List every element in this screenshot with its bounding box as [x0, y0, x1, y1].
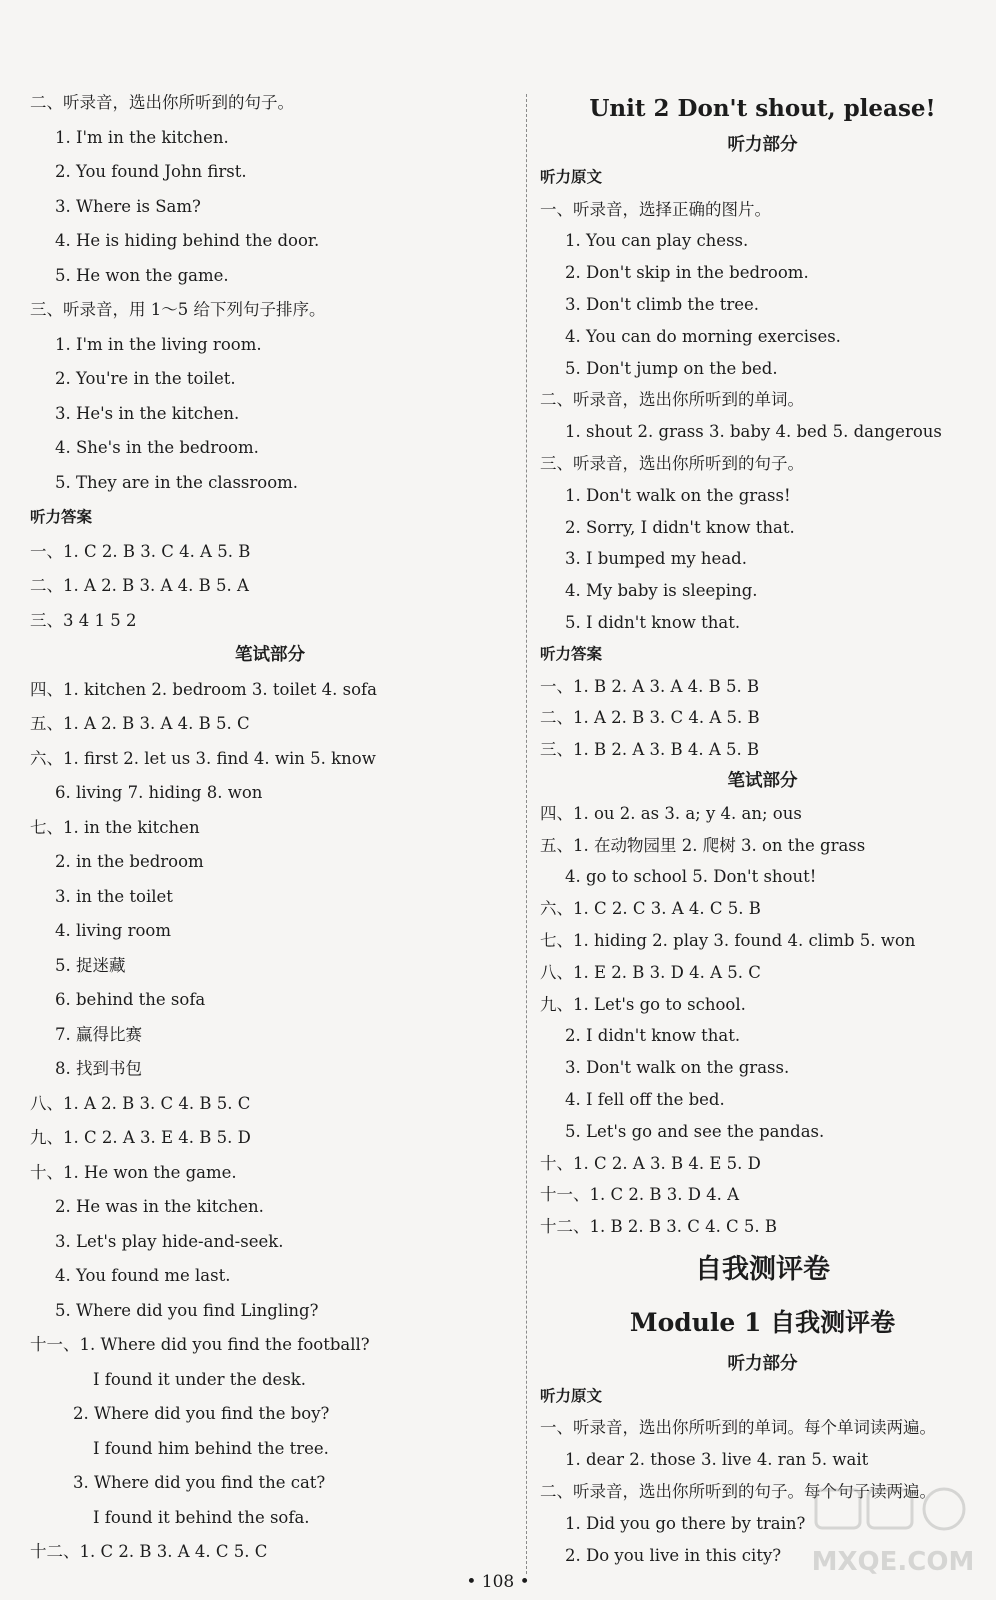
question-line: 二、听录音，选出你所听到的单词。	[540, 390, 804, 410]
question-line: 八、1. A 2. B 3. C 4. B 5. C	[30, 1093, 251, 1113]
answer-line: 4. You found me last.	[55, 1266, 231, 1285]
question-line: 十一、1. C 2. B 3. D 4. A	[540, 1185, 740, 1205]
question-line: 九、1. C 2. A 3. E 4. B 5. D	[30, 1128, 251, 1147]
question-line: 三、3 4 1 5 2	[30, 610, 137, 630]
question-line: 二、听录音，选出你所听到的句子。	[30, 93, 294, 112]
answer-line: 1. Did you go there by train?	[565, 1513, 806, 1533]
answer-line: 2. Don't skip in the bedroom.	[565, 263, 809, 283]
answer-line: 6. living 7. hiding 8. won	[55, 783, 263, 802]
answer-line: I found him behind the tree.	[93, 1438, 329, 1458]
answer-line: 4. He is hiding behind the door.	[55, 231, 320, 250]
answer-line: 3. I bumped my head.	[565, 549, 747, 569]
answer-line: 3. He's in the kitchen.	[55, 403, 240, 423]
question-line: 一、1. C 2. B 3. C 4. A 5. B	[30, 541, 251, 561]
answer-line: 4. My baby is sleeping.	[565, 581, 758, 601]
section-label: 听力原文	[540, 167, 603, 186]
answer-line: 5. 捉迷藏	[55, 955, 126, 975]
watermark-logo	[808, 1482, 978, 1582]
answer-line: 1. You can play chess.	[565, 231, 749, 251]
right-column	[540, 88, 985, 1571]
answer-line: 1. I'm in the living room.	[55, 334, 262, 354]
section-heading: 笔试部分	[235, 645, 305, 665]
answer-line: I found it under the desk.	[93, 1369, 307, 1389]
answer-line: 1. Don't walk on the grass!	[565, 485, 791, 505]
answer-line: 3. in the toilet	[55, 886, 173, 906]
answer-line: 4. go to school 5. Don't shout!	[565, 867, 817, 887]
answer-line: 2. You found John first.	[55, 162, 247, 181]
answer-line: 1. I'm in the kitchen.	[55, 127, 229, 147]
answer-line: 5. He won the game.	[55, 265, 229, 285]
question-line: 三、听录音，用 1～5 给下列句子排序。	[30, 300, 326, 319]
answer-line: 5. Let's go and see the pandas.	[565, 1121, 825, 1141]
answer-line: 3. Don't walk on the grass.	[565, 1058, 790, 1078]
unit-title: Unit 2 Don't shout, please!	[589, 95, 936, 122]
section-label: 听力原文	[540, 1386, 603, 1405]
question-line: 十二、1. C 2. B 3. A 4. C 5. C	[30, 1542, 268, 1561]
question-line: 七、1. hiding 2. play 3. found 4. climb 5. won	[540, 930, 916, 950]
question-line: 三、听录音，选出你所听到的句子。	[540, 453, 804, 473]
left-column	[30, 86, 510, 1570]
answer-line: 3. Where did you find the cat?	[73, 1473, 326, 1492]
answer-line: 4. living room	[55, 921, 171, 940]
answer-line: 5. I didn't know that.	[565, 612, 741, 632]
question-line: 四、1. kitchen 2. bedroom 3. toilet 4. sofa	[30, 679, 377, 699]
answer-line: 1. shout 2. grass 3. baby 4. bed 5. dangerous	[565, 422, 942, 442]
answer-line: 4. You can do morning exercises.	[565, 326, 841, 346]
answer-line: I found it behind the sofa.	[93, 1507, 310, 1527]
answer-line: 8. 找到书包	[55, 1059, 142, 1078]
question-line: 六、1. first 2. let us 3. find 4. win 5. know	[30, 748, 376, 768]
answer-line: 2. Where did you find the boy?	[73, 1404, 330, 1423]
question-line: 一、1. B 2. A 3. A 4. B 5. B	[540, 676, 760, 696]
answer-line: 3. Let's play hide-and-seek.	[55, 1231, 284, 1251]
page-number: • 108 •	[466, 1572, 530, 1592]
section-heading: 听力部分	[727, 135, 798, 155]
question-line: 四、1. ou 2. as 3. a; y 4. an; ous	[540, 803, 802, 823]
answer-line: 4. She's in the bedroom.	[55, 438, 259, 457]
answer-line: 3. Where is Sam?	[55, 196, 201, 216]
answer-line: 7. 赢得比赛	[55, 1024, 142, 1044]
question-line: 五、1. A 2. B 3. A 4. B 5. C	[30, 714, 250, 733]
question-line: 二、1. A 2. B 3. C 4. A 5. B	[540, 708, 760, 728]
question-line: 一、听录音，选出你所听到的单词。每个单词读两遍。	[540, 1418, 936, 1438]
answer-line: 5. Where did you find Lingling?	[55, 1300, 319, 1320]
answer-line: 1. dear 2. those 3. live 4. ran 5. wait	[565, 1450, 869, 1470]
question-line: 二、听录音，选出你所听到的句子。每个句子读两遍。	[540, 1482, 936, 1502]
answer-line: 2. He was in the kitchen.	[55, 1197, 264, 1216]
answer-line: 2. in the bedroom	[55, 852, 204, 871]
question-line: 八、1. E 2. B 3. D 4. A 5. C	[540, 962, 761, 982]
column-divider	[526, 94, 527, 1574]
answer-line: 2. You're in the toilet.	[55, 369, 236, 388]
question-line: 七、1. in the kitchen	[30, 817, 200, 837]
question-line: 十一、1. Where did you find the football?	[30, 1335, 370, 1354]
self-test-title: 自我测评卷	[695, 1253, 830, 1285]
question-line: 二、1. A 2. B 3. A 4. B 5. A	[30, 576, 249, 595]
section-heading: 笔试部分	[727, 770, 798, 791]
answer-line: 2. I didn't know that.	[565, 1026, 741, 1046]
answer-line: 2. Sorry, I didn't know that.	[565, 517, 795, 537]
question-line: 十二、1. B 2. B 3. C 4. C 5. B	[540, 1217, 778, 1237]
answer-line: 5. Don't jump on the bed.	[565, 358, 778, 378]
answer-line: 3. Don't climb the tree.	[565, 294, 759, 314]
question-line: 十、1. He won the game.	[30, 1162, 237, 1182]
question-line: 五、1. 在动物园里 2. 爬树 3. on the grass	[540, 835, 866, 855]
question-line: 三、1. B 2. A 3. B 4. A 5. B	[540, 740, 760, 760]
question-line: 九、1. Let's go to school.	[540, 994, 746, 1014]
section-label: 听力答案	[540, 644, 603, 663]
answer-line: 4. I fell off the bed.	[565, 1089, 725, 1109]
question-line: 十、1. C 2. A 3. B 4. E 5. D	[540, 1153, 761, 1173]
answer-line: 6. behind the sofa	[55, 990, 206, 1009]
module-title: Module 1 自我测评卷	[629, 1307, 896, 1337]
watermark-text: MXQE.COM	[811, 1547, 975, 1577]
section-label: 听力答案	[30, 508, 93, 526]
section-heading: 听力部分	[727, 1353, 798, 1374]
answer-line: 2. Do you live in this city?	[565, 1545, 782, 1565]
answer-line: 5. They are in the classroom.	[55, 472, 299, 492]
question-line: 一、听录音，选择正确的图片。	[540, 199, 771, 219]
question-line: 六、1. C 2. C 3. A 4. C 5. B	[540, 899, 761, 919]
